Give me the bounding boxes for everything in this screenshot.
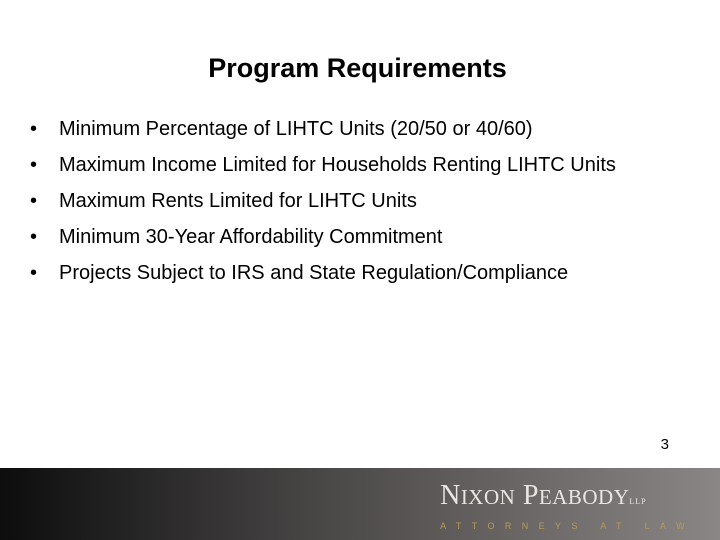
bullet-list	[30, 116, 700, 296]
logo-tagline: ATTORNEYS AT LAW	[440, 521, 695, 531]
bullet-dot: •	[30, 262, 38, 284]
bullet-item	[30, 152, 700, 179]
bullet-text: Maximum Rents Limited for LIHTC Units	[59, 190, 417, 212]
footer-bar	[0, 468, 720, 540]
bullet-dot: •	[30, 154, 38, 176]
bullet-item	[30, 116, 700, 143]
bullet-dot: •	[30, 118, 38, 140]
bullet-text: Minimum Percentage of LIHTC Units (20/50 or 40/60)	[59, 118, 533, 140]
bullet-text: Maximum Income Limited for Households Renting LIHTC Units	[59, 154, 616, 176]
bullet-text: Projects Subject to IRS and State Regulation/Compliance	[59, 262, 569, 284]
nixon-peabody-logo	[440, 482, 695, 531]
bullet-item	[30, 224, 700, 251]
bullet-item	[30, 260, 700, 287]
slide-number: 3	[660, 436, 669, 453]
bullet-dot: •	[30, 190, 38, 212]
bullet-text: Minimum 30-Year Affordability Commitment	[59, 226, 443, 248]
logo-wordmark: NIXON PEABODYLLP	[440, 480, 647, 511]
slide-title: Program Requirements	[208, 53, 507, 83]
bullet-item	[30, 188, 700, 215]
bullet-dot: •	[30, 226, 38, 248]
